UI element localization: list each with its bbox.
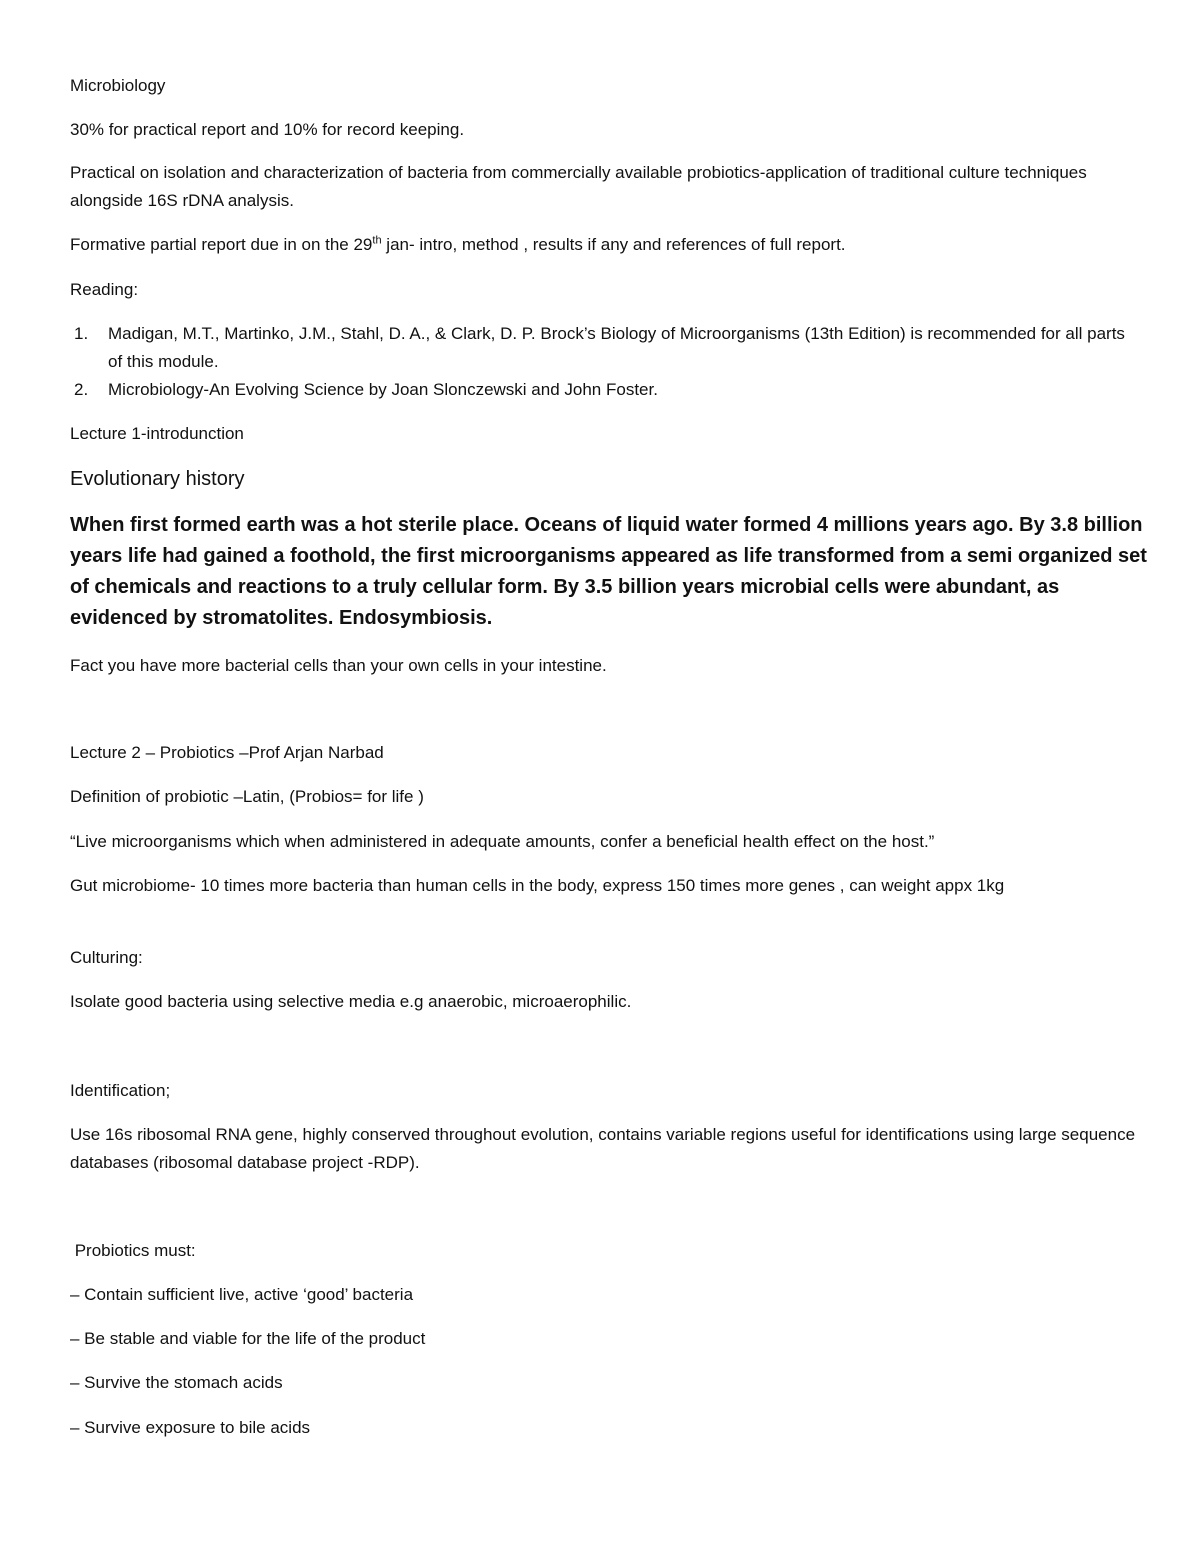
assessment-text: 30% for practical report and 10% for record keeping.: [70, 120, 465, 139]
document-title: Microbiology: [70, 76, 166, 95]
evolutionary-heading: Evolutionary history: [70, 468, 245, 490]
practical-paragraph: Practical on isolation and characterization of bacteria from commercially available probiotics-application of traditional culture techniques alongside 16S rDNA analysis.: [70, 163, 1087, 210]
formative-paragraph: [70, 231, 846, 259]
list-number: 1.: [74, 324, 89, 343]
culturing-text: Isolate good bacteria using selective media e.g anaerobic, microaerophilic.: [70, 992, 632, 1011]
fact-text: Fact you have more bacterial cells than your own cells in your intestine.: [70, 656, 607, 675]
lecture-1-title: Lecture 1-introdunction: [70, 424, 244, 443]
identification-paragraph: Use 16s ribosomal RNA gene, highly conserved throughout evolution, contains variable regions useful for identifications using large sequence databases (ribosomal database project -RDP).: [70, 1125, 1136, 1172]
list-item: – Be stable and viable for the life of the product: [70, 1329, 426, 1348]
gut-paragraph: Gut microbiome- 10 times more bacteria than human cells in the body, express 150 times more genes , can weight appx 1kg: [70, 876, 1005, 895]
lecture-2-title: Lecture 2 – Probiotics –Prof Arjan Narbad: [70, 743, 384, 762]
culturing-label: Culturing:: [70, 948, 143, 967]
reading-list-item: [74, 376, 1138, 404]
reading-item-text: Madigan, M.T., Martinko, J.M., Stahl, D. A., & Clark, D. P. Brock’s Biology of Microorganisms (13th Edition) is recommended for all parts of this module.: [108, 324, 1125, 371]
list-number: 2.: [74, 380, 89, 399]
reading-label: Reading:: [70, 280, 139, 299]
formative-text-start: Formative partial report due in on the 29: [70, 235, 373, 254]
identification-label: Identification;: [70, 1081, 171, 1100]
formative-superscript: th: [372, 234, 382, 247]
list-item: – Survive exposure to bile acids: [70, 1418, 311, 1437]
formative-text-end: jan- intro, method , results if any and references of full report.: [381, 235, 846, 254]
definition-text: Definition of probiotic –Latin, (Probios= for life ): [70, 787, 424, 806]
reading-list-item: [74, 320, 1138, 376]
probiotics-must-label: Probiotics must:: [70, 1241, 196, 1260]
evolutionary-paragraph: When first formed earth was a hot sterile place. Oceans of liquid water formed 4 millions years ago. By 3.8 billion years life had gained a foothold, the first microorganisms appeared as life transformed from a semi organized set of chemicals and reactions to a truly cellular form. By 3.5 billion years microbial cells were abundant, as evidenced by stromatolites. Endosymbiosis.: [70, 514, 1147, 629]
quote-text: “Live microorganisms which when administered in adequate amounts, confer a beneficial health effect on the host.”: [70, 832, 935, 851]
list-item: – Survive the stomach acids: [70, 1373, 283, 1392]
reading-item-text: Microbiology-An Evolving Science by Joan Slonczewski and John Foster.: [108, 380, 658, 399]
list-item: – Contain sufficient live, active ‘good’ bacteria: [70, 1285, 414, 1304]
